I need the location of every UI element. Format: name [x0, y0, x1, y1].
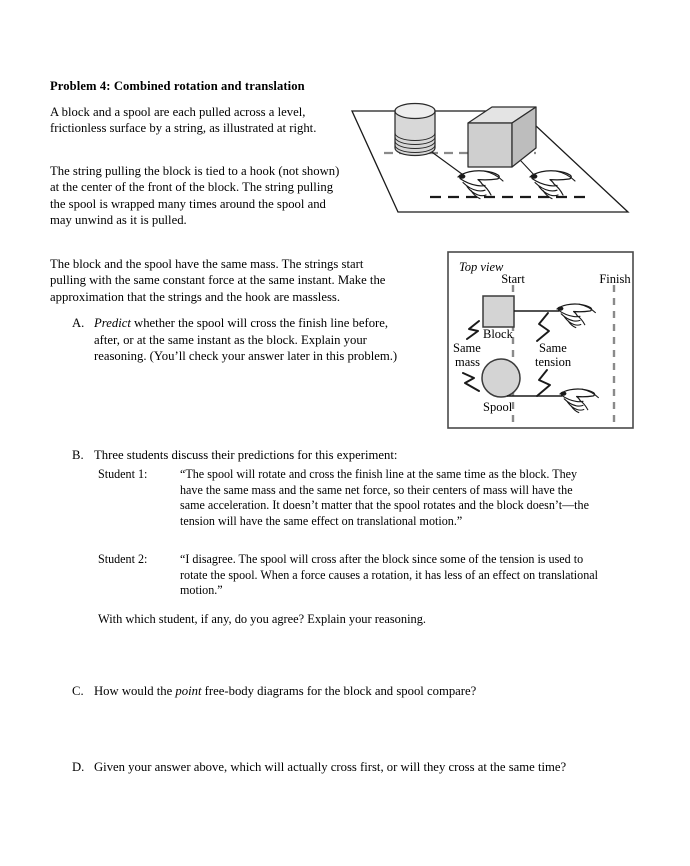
label-same-mass-line1: Same [453, 341, 481, 355]
label-same-tension-line1: Same [539, 341, 567, 355]
topview-block [483, 296, 514, 327]
item-a-text: whether the spool will cross the finish line before, after, or at the same instant as the block. Explain your reasoning. (You’ll check your answer later in this problem.) [94, 316, 398, 364]
student-1-name: Student 1: [98, 467, 148, 481]
item-c-text-after: free-body diagrams for the block and spool compare? [201, 684, 477, 698]
question-item-d [72, 759, 620, 776]
topview-caption: Top view [459, 260, 504, 274]
question-item-a [72, 315, 412, 365]
intro-paragraph-3: The block and the spool have the same mass. The strings start pulling with the same constant force at the same instant. Make the approximation that the strings and the hook are massless. [50, 257, 386, 304]
item-c-label: C. [72, 684, 84, 698]
student-1-quote: “The spool will rotate and cross the finish line at the same time as the block. They have the same mass and the same net force, so their centers of mass will have the same acceleration. It doesn’t matter that the spool rotates and the block doesn’t—the tension will have the same effect on translational motion.” [180, 467, 589, 528]
label-finish: Finish [599, 272, 631, 286]
item-c-body [94, 683, 617, 700]
item-a-label: A. [72, 316, 85, 330]
student-2-name: Student 2: [98, 552, 148, 566]
spool-cylinder [395, 104, 435, 156]
label-start: Start [501, 272, 525, 286]
item-b-text: Three students discuss their predictions for this experiment: [94, 448, 398, 462]
page-title: Problem 4: Combined rotation and translation [50, 79, 305, 93]
item-d-label: D. [72, 760, 85, 774]
item-a-italic-word: Predict [94, 316, 131, 330]
intro-paragraph-2: The string pulling the block is tied to a hook (not shown) at the center of the front of the block. The string pulling the spool is wrapped many times around the spool and may unwind as it is pulled. [50, 164, 340, 228]
closing-question: With which student, if any, do you agree? Explain your reasoning. [98, 612, 426, 626]
item-c-italic-word: point [175, 684, 202, 698]
perspective-illustration [340, 85, 640, 220]
item-c-text-before: How would the [94, 684, 176, 698]
label-block: Block [483, 327, 513, 341]
label-same-mass-line2: mass [455, 355, 480, 369]
question-item-c [72, 683, 617, 700]
student-2-block [98, 552, 598, 599]
item-d-text: Given your answer above, which will actually cross first, or will they cross at the same time? [94, 760, 567, 774]
item-b-label: B. [72, 448, 84, 462]
label-same-tension-line2: tension [535, 355, 572, 369]
label-spool: Spool [483, 400, 513, 414]
item-a-body [94, 315, 412, 365]
question-item-b [72, 447, 617, 464]
top-view-diagram [447, 251, 634, 429]
intro-paragraph-1: A block and a spool are each pulled across a level, frictionless surface by a string, as illustrated at right. [50, 105, 317, 136]
student-2-quote: “I disagree. The spool will cross after the block since some of the tension is used to rotate the spool. When a force causes a rotation, it has less of an effect on translational motion.” [180, 552, 598, 598]
topview-spool [482, 359, 520, 397]
student-1-block [98, 467, 598, 529]
